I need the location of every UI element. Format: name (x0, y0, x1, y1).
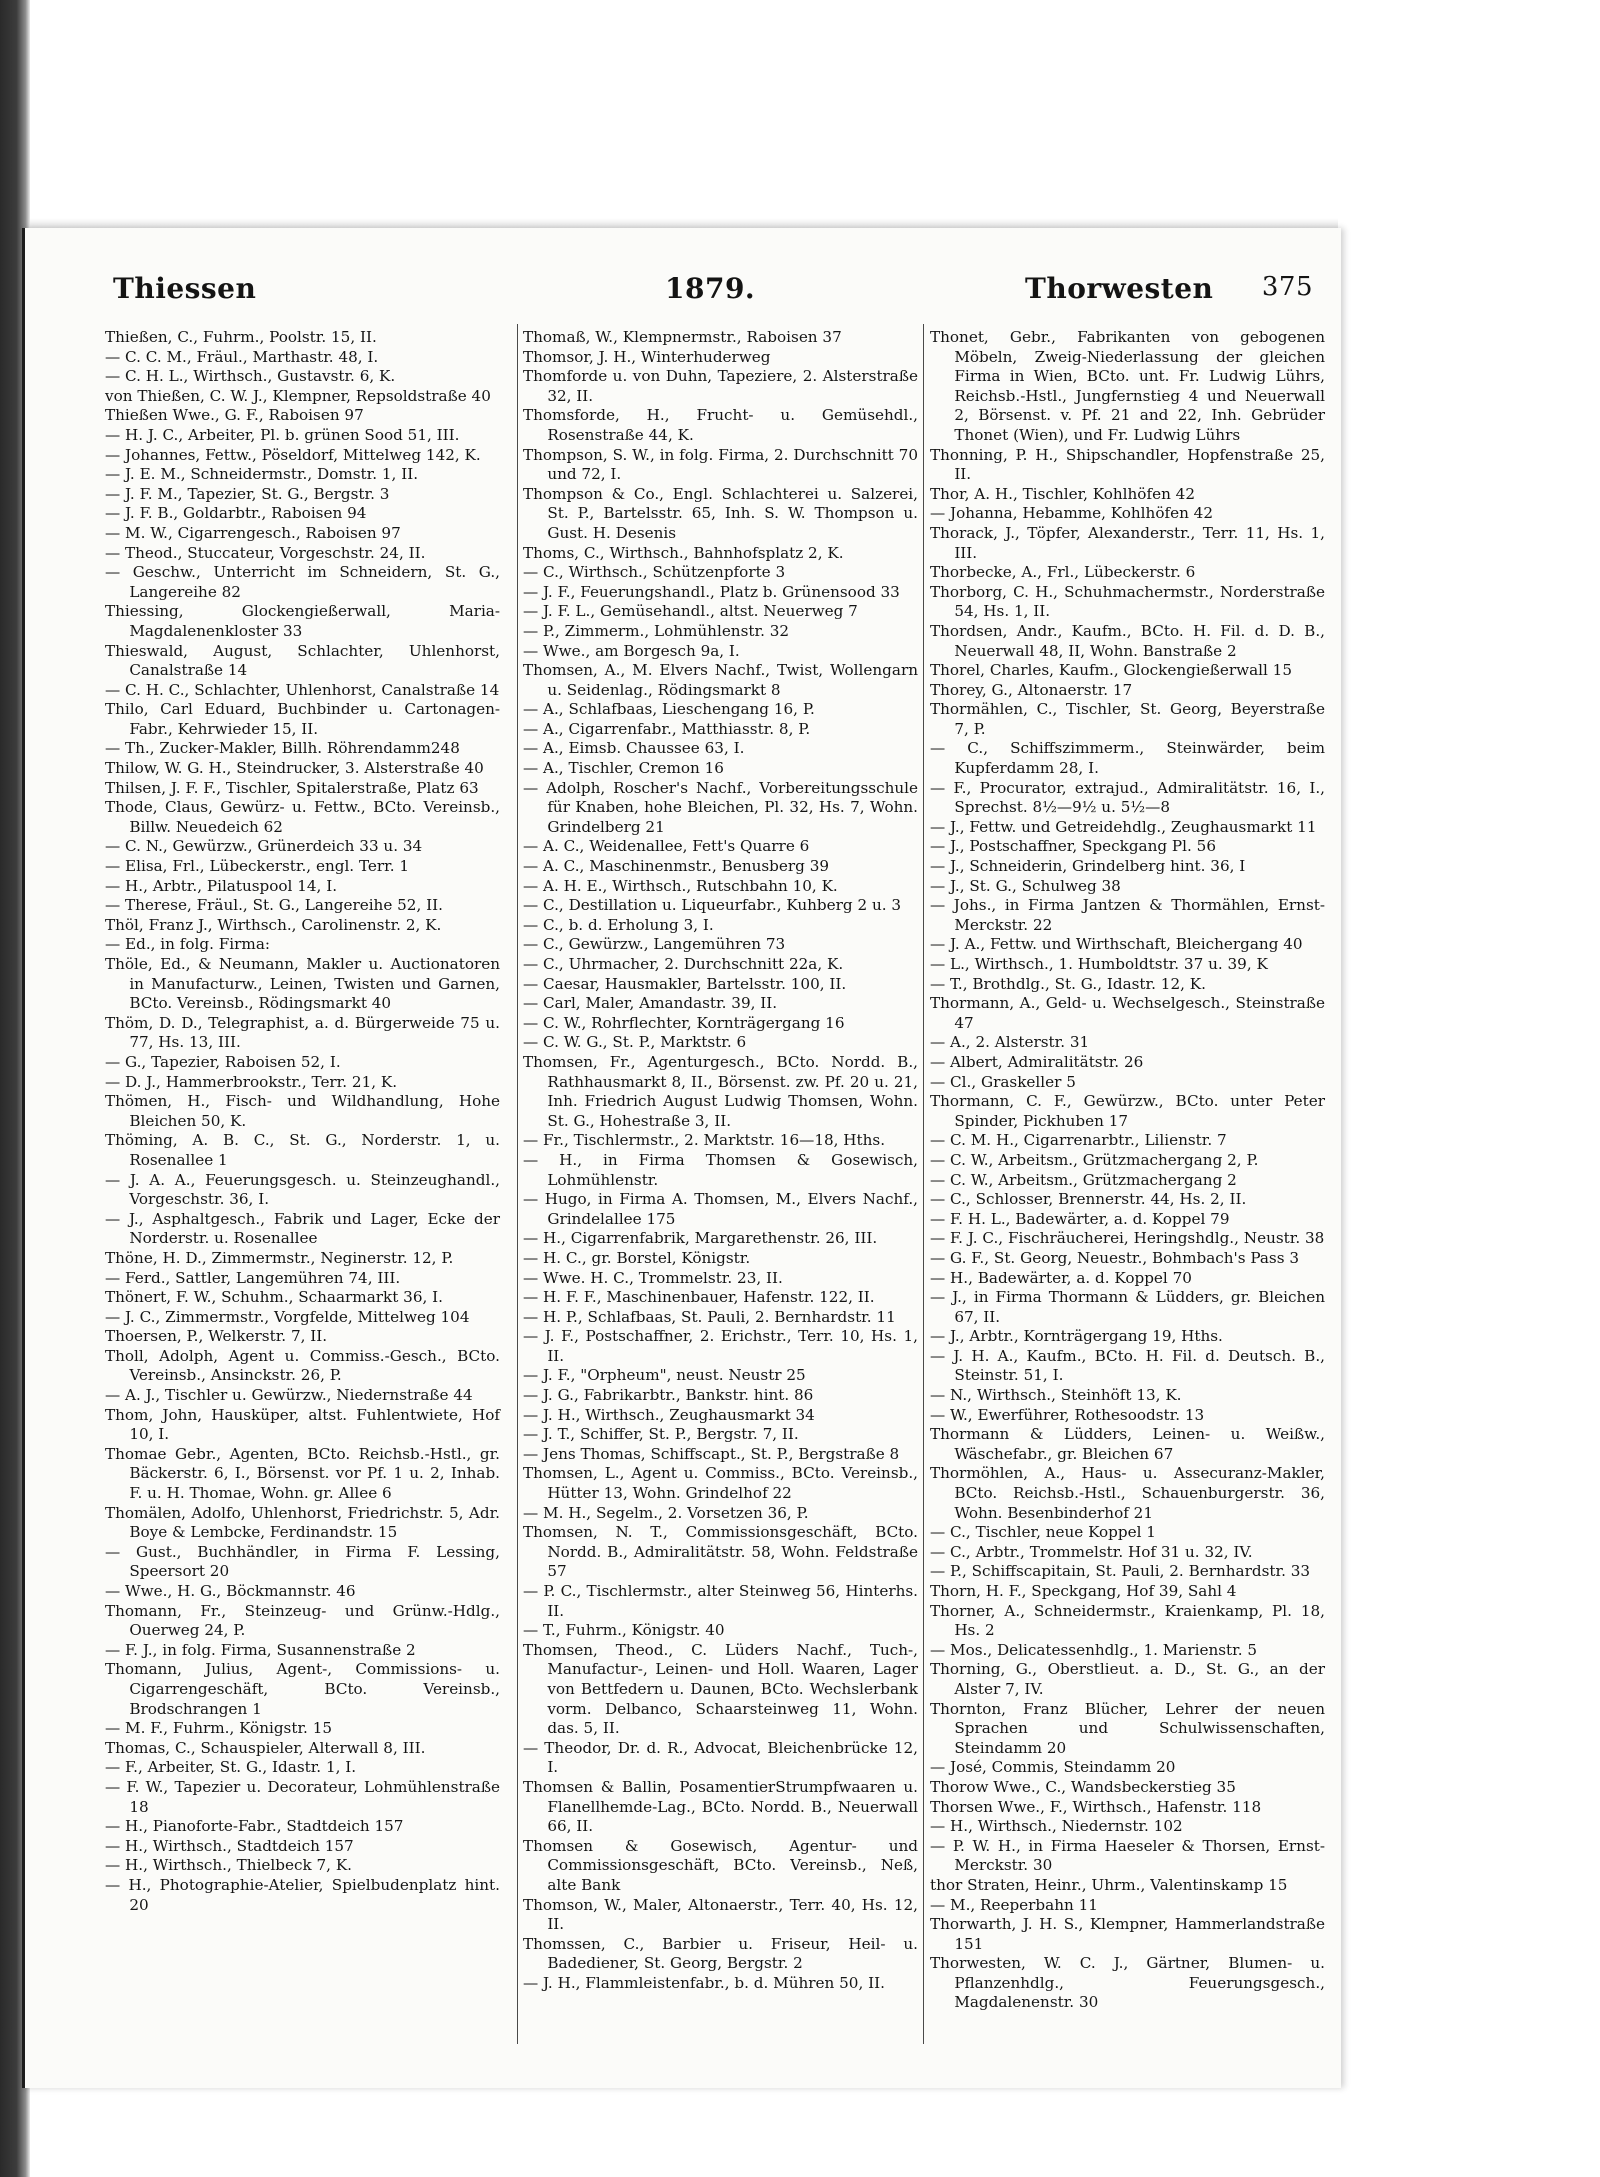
directory-entry: — Theod., Stuccateur, Vorgeschstr. 24, II. (105, 543, 426, 562)
directory-column-2 (523, 328, 918, 1993)
directory-entry: Thorack, J., Töpfer, Alexanderstr., Terr. 11, Hs. 1, III. (930, 523, 1325, 562)
directory-entry: — W., Ewerführer, Rothesoodstr. 13 (930, 1405, 1205, 1424)
directory-entry: — M. W., Cigarrengesch., Raboisen 97 (105, 523, 401, 542)
directory-entry: — J., in Firma Thormann & Lüdders, gr. Bleichen 67, II. (930, 1288, 1325, 1326)
directory-entry: Thomae Gebr., Agenten, BCto. Reichsb.-Hstl., gr. Bäckerstr. 6, I., Börsenst. vor Pf. 1 u. 2, Inhab. F. u. H. Thomae, Wohn. gr. Allee 6 (105, 1444, 500, 1503)
directory-entry: Thorning, G., Oberstlieut. a. D., St. G., an der Alster 7, IV. (930, 1660, 1325, 1698)
directory-entry: — F., Procurator, extrajud., Admiralitätstr. 16, I., Sprechst. 8½—9½ u. 5½—8 (930, 778, 1325, 817)
directory-entry: — Ferd., Sattler, Langemühren 74, III. (105, 1268, 401, 1287)
directory-entry: — Th., Zucker-Makler, Billh. Röhrendamm248 (105, 739, 460, 758)
directory-entry: Thorner, A., Schneidermstr., Kraienkamp, Pl. 18, Hs. 2 (930, 1601, 1325, 1640)
directory-entry: — H. P., Schlafbaas, St. Pauli, 2. Bernhardstr. 11 (523, 1307, 896, 1326)
directory-entry: — J., Fettw. und Getreidehdlg., Zeughausmarkt 11 (930, 817, 1317, 836)
directory-entry: — C. N., Gewürzw., Grünerdeich 33 u. 34 (105, 837, 423, 856)
directory-entry: — Caesar, Hausmakler, Bartelsstr. 100, II. (523, 974, 847, 993)
directory-entry: Thomann, Fr., Steinzeug- und Grünw.-Hdlg., Ouerweg 24, P. (105, 1601, 500, 1640)
directory-entry: Thordsen, Andr., Kaufm., BCto. H. Fil. d. D. B., Neuerwall 48, II, Wohn. Banstraße 2 (930, 621, 1325, 660)
directory-entry: — Johanna, Hebamme, Kohlhöfen 42 (930, 504, 1214, 523)
directory-entry: — L., Wirthsch., 1. Humboldtstr. 37 u. 39, K (930, 955, 1268, 973)
directory-entry: — J. F. B., Goldarbtr., Raboisen 94 (105, 504, 367, 523)
directory-entry: Thöne, H. D., Zimmermstr., Neginerstr. 12, P. (105, 1248, 454, 1267)
directory-entry: Thomsen, Theod., C. Lüders Nachf., Tuch-, Manufactur-, Leinen- und Holl. Waaren, Lager von Bettfedern u. Daunen, BCto. Wechslerbank vorm. Delbanco, Schaarsteinweg 11, Wohn. das. 5, II. (523, 1640, 918, 1738)
directory-entry: — J. A. A., Feuerungsgesch. u. Steinzeughandl., Vorgeschstr. 36, I. (105, 1170, 500, 1209)
directory-entry: Thießen Wwe., G. F., Raboisen 97 (105, 406, 364, 425)
directory-entry: Thomforde u. von Duhn, Tapeziere, 2. Alsterstraße 32, II. (523, 367, 918, 405)
directory-entry: — Wwe., am Borgesch 9a, I. (523, 641, 740, 660)
directory-entry: — Adolph, Roscher's Nachf., Vorbereitungsschule für Knaben, hohe Bleichen, Pl. 32, Hs. 7, Wohn. Grindelberg 21 (523, 778, 918, 836)
directory-entry: — C., b. d. Erholung 3, I. (523, 915, 714, 934)
directory-entry: — Carl, Maler, Amandastr. 39, II. (523, 994, 778, 1013)
directory-column-1 (105, 328, 500, 1915)
directory-entry: Thomsen, A., M. Elvers Nachf., Twist, Wollengarn u. Seidenlag., Rödingsmarkt 8 (523, 661, 918, 699)
directory-entry: Thönert, F. W., Schuhm., Schaarmarkt 36, I. (105, 1288, 443, 1307)
directory-entry: — H., Arbtr., Pilatuspool 14, I. (105, 876, 338, 895)
directory-entry: — Johannes, Fettw., Pöseldorf, Mittelweg 142, K. (105, 445, 481, 464)
directory-entry: — Elisa, Frl., Lübeckerstr., engl. Terr. 1 (105, 857, 410, 876)
directory-entry: — Jens Thomas, Schiffscapt., St. P., Bergstraße 8 (523, 1444, 900, 1463)
directory-entry: Thoms, C., Wirthsch., Bahnhofsplatz 2, K. (523, 543, 844, 562)
directory-entry: Thormählen, C., Tischler, St. Georg, Beyerstraße 7, P. (930, 700, 1325, 738)
directory-entry: — Geschw., Unterricht im Schneidern, St. G., Langereihe 82 (105, 563, 500, 601)
directory-entry: — A., Tischler, Cremon 16 (523, 759, 724, 778)
directory-entry: — Wwe., H. G., Böckmannstr. 46 (105, 1582, 356, 1600)
directory-entry: Thomsen, N. T., Commissionsgeschäft, BCto. Nordd. B., Admiralitätstr. 58, Wohn. Feldstraße 57 (523, 1523, 918, 1581)
directory-entry: Thorsen Wwe., F., Wirthsch., Hafenstr. 118 (930, 1797, 1262, 1816)
directory-entry: Thomsforde, H., Frucht- u. Gemüsehdl., Rosenstraße 44, K. (523, 406, 918, 444)
directory-entry: — J. C., Zimmermstr., Vorgfelde, Mittelweg 104 (105, 1307, 470, 1326)
directory-entry: Thorel, Charles, Kaufm., Glockengießerwall 15 (930, 661, 1293, 680)
directory-entry: — C., Destillation u. Liqueurfabr., Kuhberg 2 u. 3 (523, 896, 902, 915)
directory-entry: — J., Arbtr., Kornträgergang 19, Hths. (930, 1327, 1223, 1346)
directory-entry: — A., Schlafbaas, Lieschengang 16, P. (523, 700, 815, 719)
directory-entry: — T., Brothdlg., St. G., Idastr. 12, K. (930, 974, 1206, 993)
directory-entry: — C. C. M., Fräul., Marthastr. 48, I. (105, 347, 379, 366)
directory-entry: — F. W., Tapezier u. Decorateur, Lohmühlenstraße 18 (105, 1777, 500, 1816)
directory-entry: — Johs., in Firma Jantzen & Thormählen, Ernst-Merckstr. 22 (930, 896, 1325, 934)
directory-entry: — H., in Firma Thomsen & Gosewisch, Lohmühlenstr. (523, 1150, 918, 1189)
directory-entry: Thomaß, W., Klempnermstr., Raboisen 37 (523, 328, 842, 346)
directory-entry: — H., Wirthsch., Thielbeck 7, K. (105, 1856, 353, 1875)
directory-entry: Thomsen & Gosewisch, Agentur- und Commissionsgeschäft, BCto. Vereinsb., Neß, alte Bank (523, 1836, 918, 1894)
directory-entry: — P. W. H., in Firma Haeseler & Thorsen, Ernst-Merckstr. 30 (930, 1836, 1325, 1875)
directory-entry: — J. F. M., Tapezier, St. G., Bergstr. 3 (105, 484, 390, 503)
directory-entry: Thomann, Julius, Agent-, Commissions- u. Cigarrengeschäft, BCto. Vereinsb., Brodschrangen 1 (105, 1660, 500, 1718)
directory-entry: — C. M. H., Cigarrenarbtr., Lilienstr. 7 (930, 1131, 1227, 1150)
directory-entry: Tholl, Adolph, Agent u. Commiss.-Gesch., BCto. Vereinsb., Ansinckstr. 26, P. (105, 1346, 500, 1385)
directory-entry: — C. W., Arbeitsm., Grützmachergang 2, P. (930, 1150, 1259, 1169)
directory-entry: — J. A., Fettw. und Wirthschaft, Bleichergang 40 (930, 935, 1303, 954)
directory-entry: — H., Badewärter, a. d. Koppel 70 (930, 1268, 1192, 1287)
directory-entry: Thoersen, P., Welkerstr. 7, II. (105, 1327, 328, 1346)
directory-entry: — J. F., Postschaffner, 2. Erichstr., Terr. 10, Hs. 1, II. (523, 1327, 918, 1365)
directory-entry: Thorwesten, W. C. J., Gärtner, Blumen- u. Pflanzenhdlg., Feuerungsgesch., Magdalenenstr. 30 (930, 1954, 1325, 2012)
directory-entry: Thorwarth, J. H. S., Klempner, Hammerlandstraße 151 (930, 1915, 1325, 1953)
directory-entry: — C., Tischler, neue Koppel 1 (930, 1523, 1156, 1542)
directory-entry: — P. C., Tischlermstr., alter Steinweg 56, Hinterhs. II. (523, 1582, 918, 1620)
directory-entry: Thilo, Carl Eduard, Buchbinder u. Cartonagen-Fabr., Kehrwieder 15, II. (105, 700, 500, 738)
directory-entry: Thorn, H. F., Speckgang, Hof 39, Sahl 4 (930, 1582, 1237, 1600)
running-header (25, 272, 1341, 312)
directory-entry: — C., Gewürzw., Langemühren 73 (523, 935, 786, 954)
directory-entry: Thormann, C. F., Gewürzw., BCto. unter Peter Spinder, Pickhuben 17 (930, 1092, 1325, 1130)
directory-entry: — T., Fuhrm., Königstr. 40 (523, 1621, 725, 1640)
directory-entry: — C. H. C., Schlachter, Uhlenhorst, Canalstraße 14 (105, 680, 500, 699)
directory-entry: — C., Arbtr., Trommelstr. Hof 31 u. 32, IV. (930, 1542, 1253, 1561)
directory-entry: — A. H. E., Wirthsch., Rutschbahn 10, K. (523, 876, 838, 895)
directory-entry: Thomsen & Ballin, PosamentierStrumpfwaaren u. Flanellhemde-Lag., BCto. Nordd. B., Neuerwall 66, II. (523, 1777, 918, 1836)
directory-entry: — J. T., Schiffer, St. P., Bergstr. 7, II. (523, 1425, 799, 1444)
directory-entry: — A. C., Maschinenmstr., Benusberg 39 (523, 857, 830, 876)
directory-entry: — H. F. F., Maschinenbauer, Hafenstr. 122, II. (523, 1288, 875, 1307)
directory-entry: — M., Reeperbahn 11 (930, 1895, 1098, 1914)
directory-page (22, 228, 1341, 2088)
directory-entry: Thomsen, Fr., Agenturgesch., BCto. Nordd. B., Rathhausmarkt 8, II., Börsenst. zw. Pf. 20 u. 21, Inh. Friedrich August Ludwig Thomsen, Wohn. St. G., Hohestraße 3, II. (523, 1052, 918, 1130)
directory-entry: — J., Asphaltgesch., Fabrik und Lager, Ecke der Norderstr. u. Rosenallee (105, 1209, 500, 1248)
directory-entry: Thor, A. H., Tischler, Kohlhöfen 42 (930, 484, 1195, 503)
directory-entry: — F., Arbeiter, St. G., Idastr. 1, I. (105, 1758, 357, 1777)
directory-entry: Thilsen, J. F. F., Tischler, Spitalerstraße, Platz 63 (105, 778, 479, 797)
directory-entry: — C. H. L., Wirthsch., Gustavstr. 6, K. (105, 367, 396, 386)
directory-entry: — Cl., Graskeller 5 (930, 1072, 1076, 1091)
header-left-catchword: Thiessen (113, 272, 257, 305)
directory-entry: — Theodor, Dr. d. R., Advocat, Bleichenbrücke 12, I. (523, 1738, 918, 1777)
directory-entry: Thonning, P. H., Shipschandler, Hopfenstraße 25, II. (930, 445, 1325, 484)
column-rule (923, 324, 924, 2044)
directory-entry: — J. H., Flammleistenfabr., b. d. Mühren 50, II. (523, 1973, 885, 1992)
directory-entry: — G., Tapezier, Raboisen 52, I. (105, 1052, 341, 1071)
directory-entry: — G. F., St. Georg, Neuestr., Bohmbach's Pass 3 (930, 1248, 1300, 1267)
directory-entry: — A., Eimsb. Chaussee 63, I. (523, 739, 745, 758)
directory-entry: Thom, John, Hausküper, altst. Fuhlentwiete, Hof 10, I. (105, 1405, 500, 1444)
directory-entry: thor Straten, Heinr., Uhrm., Valentinskamp 15 (930, 1875, 1288, 1894)
directory-entry: Thorborg, C. H., Schuhmachermstr., Norderstraße 54, Hs. 1, II. (930, 582, 1325, 621)
directory-entry: Thormann, A., Geld- u. Wechselgesch., Steinstraße 47 (930, 994, 1325, 1032)
directory-entry: Thießen, C., Fuhrm., Poolstr. 15, II. (105, 328, 377, 346)
directory-entry: — J., St. G., Schulweg 38 (930, 876, 1121, 895)
directory-entry: — P., Schiffscapitain, St. Pauli, 2. Bernhardstr. 33 (930, 1562, 1311, 1581)
directory-entry: — P., Zimmerm., Lohmühlenstr. 32 (523, 621, 790, 640)
directory-entry: — H. C., gr. Borstel, Königstr. (523, 1248, 751, 1267)
directory-entry: — Fr., Tischlermstr., 2. Marktstr. 16—18, Hths. (523, 1131, 886, 1150)
directory-entry: — M. F., Fuhrm., Königstr. 15 (105, 1719, 333, 1738)
directory-entry: Thiessing, Glockengießerwall, Maria-Magdalenenkloster 33 (105, 602, 500, 640)
directory-entry: — H., Cigarrenfabrik, Margarethenstr. 26, III. (523, 1229, 878, 1248)
directory-entry: Thomas, C., Schauspieler, Alterwall 8, III. (105, 1738, 426, 1757)
directory-entry: — A. C., Weidenallee, Fett's Quarre 6 (523, 837, 810, 856)
directory-entry: — J. H., Wirthsch., Zeughausmarkt 34 (523, 1405, 815, 1424)
directory-entry: — Albert, Admiralitätstr. 26 (930, 1052, 1144, 1071)
directory-entry: Thompson, S. W., in folg. Firma, 2. Durchschnitt 70 und 72, I. (523, 445, 918, 484)
directory-entry: — H. J. C., Arbeiter, Pl. b. grünen Sood 51, III. (105, 425, 460, 444)
directory-entry: — José, Commis, Steindamm 20 (930, 1758, 1176, 1777)
directory-entry: Thöm, D. D., Telegraphist, a. d. Bürgerweide 75 u. 77, Hs. 13, III. (105, 1013, 500, 1052)
directory-entry: Thieswald, August, Schlachter, Uhlenhorst, Canalstraße 14 (105, 641, 500, 680)
directory-entry: — C., Wirthsch., Schützenpforte 3 (523, 563, 786, 582)
directory-entry: — C. W. G., St. P., Marktstr. 6 (523, 1033, 747, 1052)
directory-entry: — H., Wirthsch., Niedernstr. 102 (930, 1817, 1183, 1836)
directory-column-3 (930, 328, 1325, 2013)
directory-entry: — J. G., Fabrikarbtr., Bankstr. hint. 86 (523, 1386, 814, 1405)
directory-entry: — H., Wirthsch., Stadtdeich 157 (105, 1836, 354, 1855)
directory-entry: — C., Uhrmacher, 2. Durchschnitt 22a, K. (523, 955, 844, 973)
directory-entry: — J. F., "Orpheum", neust. Neustr 25 (523, 1366, 806, 1385)
directory-entry: Thomsor, J. H., Winterhuderweg (523, 347, 771, 366)
directory-entry: Thorey, G., Altonaerstr. 17 (930, 680, 1133, 699)
directory-entry: — A., Cigarrenfabr., Matthiasstr. 8, P. (523, 719, 811, 738)
directory-entry: Thompson & Co., Engl. Schlachterei u. Salzerei, St. P., Bartelsstr. 65, Inh. S. W. Thompson u. Gust. H. Desenis (523, 484, 918, 542)
directory-entry: Thode, Claus, Gewürz- u. Fettw., BCto. Vereinsb., Billw. Neuedeich 62 (105, 798, 500, 836)
directory-entry: — F. J. C., Fischräucherei, Heringshdlg., Neustr. 38 (930, 1229, 1325, 1248)
directory-entry: — C., Schlosser, Brennerstr. 44, Hs. 2, II. (930, 1190, 1247, 1209)
directory-entry: — Mos., Delicatessenhdlg., 1. Marienstr. 5 (930, 1640, 1258, 1659)
header-year: 1879. (665, 272, 756, 305)
directory-entry: Thomson, W., Maler, Altonaerstr., Terr. 40, Hs. 12, II. (523, 1895, 918, 1934)
directory-entry: — J. F., Feuerungshandl., Platz b. Grünensood 33 (523, 582, 900, 601)
directory-entry: Thormöhlen, A., Haus- u. Assecuranz-Makler, BCto. Reichsb.-Hstl., Schauenburgerstr. 36, Wohn. Besenbinderhof 21 (930, 1464, 1325, 1522)
directory-entry: — J. H. A., Kaufm., BCto. H. Fil. d. Deutsch. B., Steinstr. 51, I. (930, 1346, 1325, 1385)
directory-entry: — H., Photographie-Atelier, Spielbudenplatz hint. 20 (105, 1875, 500, 1914)
directory-entry: — C. W., Rohrflechter, Kornträgergang 16 (523, 1013, 845, 1032)
directory-entry: — Gust., Buchhändler, in Firma F. Lessing, Speersort 20 (105, 1542, 500, 1581)
directory-entry: — Therese, Fräul., St. G., Langereihe 52, II. (105, 896, 443, 915)
directory-entry: Thöming, A. B. C., St. G., Norderstr. 1, u. Rosenallee 1 (105, 1131, 500, 1169)
directory-entry: Thömen, H., Fisch- und Wildhandlung, Hohe Bleichen 50, K. (105, 1092, 500, 1130)
directory-entry: Thonet, Gebr., Fabrikanten von gebogenen Möbeln, Zweig-Niederlassung der gleichen Firma in Wien, BCto. unt. Fr. Ludwig Lührs, Reichsb.-Hstl., Jungfernstieg 4 und Neuerwall 2, Börsenst. v. Pf. 21 and 22, Inh. Gebrüder Thonet (Wien), und Fr. Ludwig Lührs (930, 328, 1325, 444)
directory-entry: Thöle, Ed., & Neumann, Makler u. Auctionatoren in Manufacturw., Leinen, Twisten und Garnen, BCto. Vereinsb., Rödingsmarkt 40 (105, 955, 500, 1013)
directory-entry: — Hugo, in Firma A. Thomsen, M., Elvers Nachf., Grindelallee 175 (523, 1190, 918, 1228)
directory-entry: — J., Schneiderin, Grindelberg hint. 36, I (930, 857, 1246, 876)
directory-entry: — A., 2. Alsterstr. 31 (930, 1033, 1090, 1052)
directory-entry: Thorbecke, A., Frl., Lübeckerstr. 6 (930, 563, 1196, 582)
directory-entry: von Thießen, C. W. J., Klempner, Repsoldstraße 40 (105, 386, 491, 405)
directory-entry: Thomsen, L., Agent u. Commiss., BCto. Vereinsb., Hütter 13, Wohn. Grindelhof 22 (523, 1464, 918, 1503)
directory-entry: — C. W., Arbeitsm., Grützmachergang 2 (930, 1170, 1237, 1189)
directory-entry: Thomälen, Adolfo, Uhlenhorst, Friedrichstr. 5, Adr. Boye & Lembcke, Ferdinandstr. 15 (105, 1503, 500, 1542)
page-number: 375 (1261, 272, 1313, 302)
directory-entry: — J., Postschaffner, Speckgang Pl. 56 (930, 837, 1216, 856)
directory-entry: — Ed., in folg. Firma: (105, 935, 271, 954)
directory-entry: Thöl, Franz J., Wirthsch., Carolinenstr. 2, K. (105, 915, 442, 934)
directory-entry: — A. J., Tischler u. Gewürzw., Niedernstraße 44 (105, 1386, 473, 1405)
directory-entry: — J. F. L., Gemüsehandl., altst. Neuerweg 7 (523, 602, 858, 621)
directory-entry: — D. J., Hammerbrookstr., Terr. 21, K. (105, 1072, 398, 1091)
directory-entry: Thorow Wwe., C., Wandsbeckerstieg 35 (930, 1777, 1236, 1796)
directory-entry: Thormann & Lüdders, Leinen- u. Weißw., Wäschefabr., gr. Bleichen 67 (930, 1425, 1325, 1463)
directory-entry: — F. H. L., Badewärter, a. d. Koppel 79 (930, 1209, 1230, 1228)
directory-entry: — F. J., in folg. Firma, Susannenstraße 2 (105, 1640, 416, 1659)
directory-entry: — N., Wirthsch., Steinhöft 13, K. (930, 1386, 1182, 1405)
directory-entry: — M. H., Segelm., 2. Vorsetzen 36, P. (523, 1503, 809, 1522)
directory-entry: Thornton, Franz Blücher, Lehrer der neuen Sprachen und Schulwissenschaften, Steindamm 20 (930, 1699, 1325, 1757)
directory-entry: — Wwe. H. C., Trommelstr. 23, II. (523, 1268, 783, 1287)
column-rule (517, 324, 518, 2044)
directory-entry: Thilow, W. G. H., Steindrucker, 3. Alsterstraße 40 (105, 759, 484, 778)
directory-entry: Thomssen, C., Barbier u. Friseur, Heil- u. Badediener, St. Georg, Bergstr. 2 (523, 1934, 918, 1973)
header-right-catchword: Thorwesten (1025, 272, 1214, 305)
directory-entry: — H., Pianoforte-Fabr., Stadtdeich 157 (105, 1817, 404, 1836)
directory-entry: — J. E. M., Schneidermstr., Domstr. 1, II. (105, 465, 419, 484)
directory-entry: — C., Schiffszimmerm., Steinwärder, beim Kupferdamm 28, I. (930, 739, 1325, 778)
